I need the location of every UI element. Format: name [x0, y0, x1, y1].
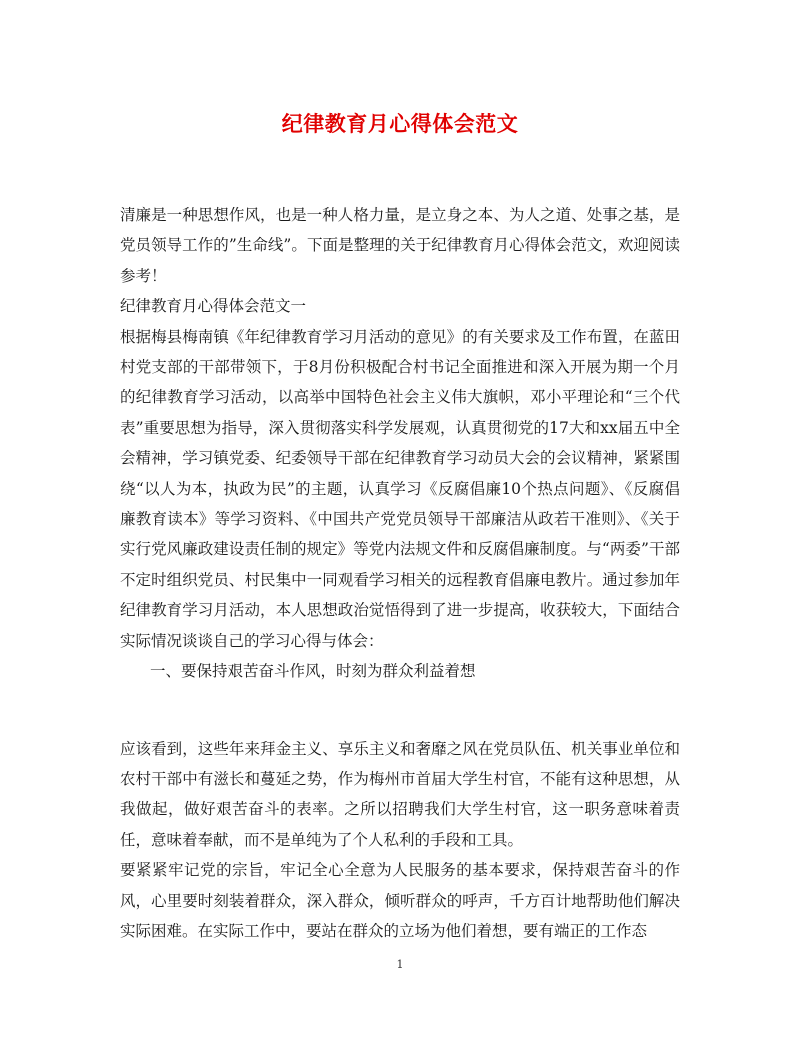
document-title: 纪律教育月心得体会范文 — [281, 111, 519, 136]
page-number: 1 — [396, 958, 404, 971]
document-body — [120, 200, 680, 946]
body-paragraph: 应该看到，这些年来拜金主义、享乐主义和奢靡之风在党员队伍、机关事业单位和农村干部中有滋长和蔓延之势，作为梅州市首届大学生村官，不能有这种思想，从我做起，做好艰苦奋斗的表率。之所以招聘我们大学生村官，这一职务意味着责任，意味着奉献，而不是单纯为了个人私利的手段和工具。 — [120, 739, 680, 849]
paragraph-gap — [120, 687, 680, 734]
body-paragraph: 要紧紧牢记党的宗旨，牢记全心全意为人民服务的基本要求，保持艰苦奋斗的作风，心里要时刻装着群众，深入群众，倾听群众的呼声，千方百计地帮助他们解决实际困难。在实际工作中，要站在群众的立场为他们着想，要有端正的工作态 — [120, 861, 680, 940]
body-paragraph: 根据梅县梅南镇《年纪律教育学习月活动的意见》的有关要求及工作布置，在蓝田村党支部的干部带领下，于8月份积极配合村书记全面推进和深入开展为期一个月的纪律教育学习活动，以高举中国特色社会主义伟大旗帜，邓小平理论和“三个代表”重要思想为指导，深入贯彻落实科学发展观，认真贯彻党的17大和xx届五中全会精神，学习镇党委、纪委领导干部在纪律教育学习动员大会的会议精神，紧紧围绕“以人为本，执政为民”的主题，认真学习《反腐倡廉10个热点问题》、《反腐倡廉教育读本》等学习资料、《中国共产党党员领导干部廉洁从政若干准则》、《关于实行党风廉政建设责任制的规定》等党内法规文件和反腐倡廉制度。与“两委”干部不定时组织党员、村民集中一同观看学习相关的远程教育倡廉电教片。通过参加年纪律教育学习月活动，本人思想政治觉悟得到了进一步提高，收获较大，下面结合实际情况谈谈自己的学习心得与体会： — [120, 327, 680, 650]
intro-paragraph: 清廉是一种思想作风，也是一种人格力量，是立身之本、为人之道、处事之基，是党员领导工作的”生命线”。下面是整理的关于纪律教育月心得体会范文，欢迎阅读参考！ — [120, 206, 680, 285]
section-heading: 纪律教育月心得体会范文一 — [120, 297, 307, 316]
subsection-heading: 一、要保持艰苦奋斗作风，时刻为群众利益着想 — [150, 662, 476, 681]
